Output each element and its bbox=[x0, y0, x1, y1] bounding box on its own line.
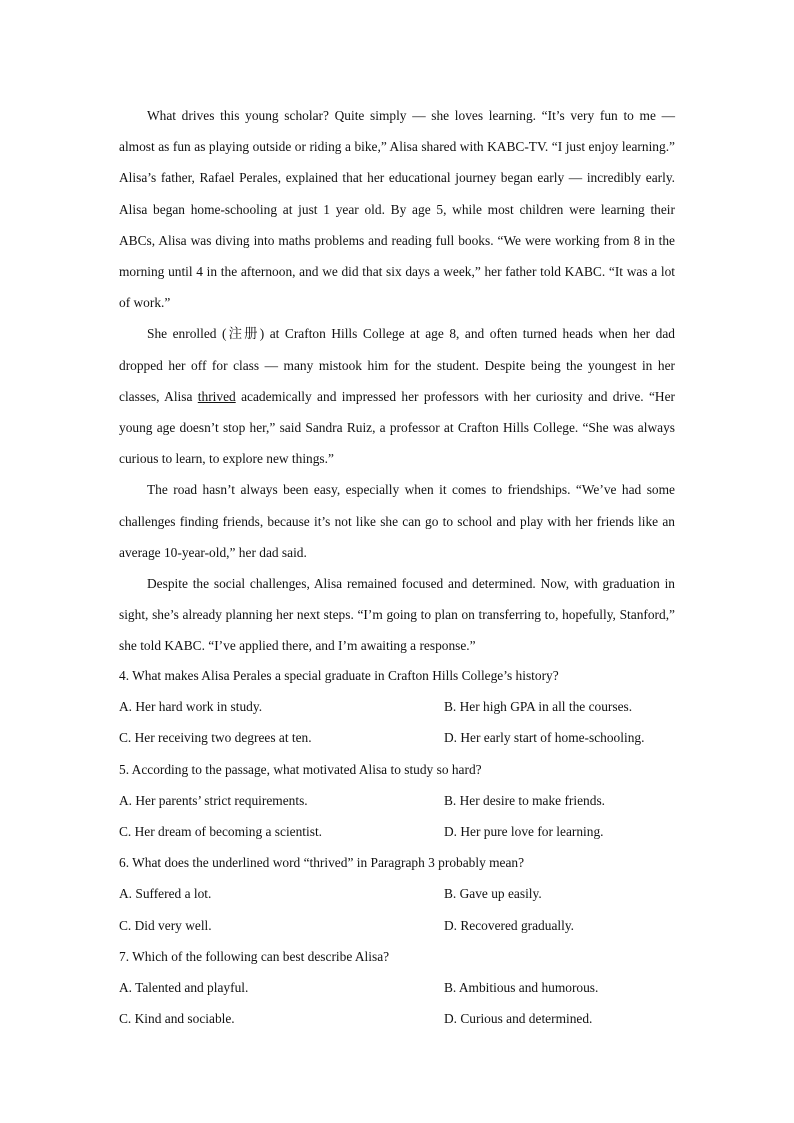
question-7 bbox=[119, 941, 675, 1035]
option-a: A. Suffered a lot. bbox=[119, 886, 212, 902]
option-c: C. Her dream of becoming a scientist. bbox=[119, 823, 323, 839]
option-c: C. Did very well. bbox=[119, 917, 212, 933]
underlined-word-thrived: thrived bbox=[197, 388, 236, 404]
option-a: A. Her parents’ strict requirements. bbox=[119, 792, 308, 808]
paragraph-2-text-start: She enrolled (注册) at Crafton Hills College at age 8, and often turned heads when her dad dropped her off for class — many mistook him for the student. Despite being the youngest in her classes, Alisa bbox=[119, 326, 675, 404]
option-b: B. Ambitious and humorous. bbox=[444, 979, 599, 995]
option-b: B. Gave up easily. bbox=[444, 886, 542, 902]
reading-passage bbox=[119, 100, 675, 662]
option-a: A. Talented and playful. bbox=[119, 979, 249, 995]
option-d: D. Recovered gradually. bbox=[444, 917, 575, 933]
option-row bbox=[119, 878, 675, 909]
questions-section bbox=[119, 660, 675, 1034]
paragraph-3: The road hasn’t always been easy, especially when it comes to friendships. “We’ve had some challenges finding friends, because it’s not like she can go to school and play with her friends like an average 10-year-old,” her dad said. bbox=[119, 482, 675, 560]
option-row bbox=[119, 785, 675, 816]
question-stem: 7. Which of the following can best describe Alisa? bbox=[119, 948, 390, 964]
option-b: B. Her high GPA in all the courses. bbox=[444, 699, 633, 715]
question-stem: 6. What does the underlined word “thrived” in Paragraph 3 probably mean? bbox=[119, 855, 525, 871]
option-row bbox=[119, 722, 675, 753]
option-a: A. Her hard work in study. bbox=[119, 699, 263, 715]
question-4 bbox=[119, 660, 675, 754]
option-row bbox=[119, 691, 675, 722]
question-stem: 5. According to the passage, what motivated Alisa to study so hard? bbox=[119, 761, 482, 777]
paragraph-4: Despite the social challenges, Alisa remained focused and determined. Now, with graduation in sight, she’s already planning her next steps. “I’m going to plan on transferring to, hopefully, Stanford,” she told KABC. “I’ve applied there, and I’m awaiting a response.” bbox=[119, 576, 675, 654]
option-row bbox=[119, 910, 675, 941]
option-d: D. Her pure love for learning. bbox=[444, 823, 604, 839]
option-b: B. Her desire to make friends. bbox=[444, 792, 606, 808]
paragraph-1: What drives this young scholar? Quite simply — she loves learning. “It’s very fun to me — almost as fun as playing outside or riding a bike,” Alisa shared with KABC-TV. “I just enjoy learning.” Alisa’s father, Rafael Perales, explained that her educational journey began early — incredibly early. Alisa began home-schooling at just 1 year old. By age 5, while most children were learning their ABCs, Alisa was diving into maths problems and reading full books. “We were working from 8 in the morning until 4 in the afternoon, and we did that six days a week,” her father told KABC. “It was a lot of work.” bbox=[119, 108, 675, 311]
question-6 bbox=[119, 847, 675, 941]
option-row bbox=[119, 972, 675, 1003]
question-stem: 4. What makes Alisa Perales a special graduate in Crafton Hills College’s history? bbox=[119, 668, 559, 683]
paragraph-2-text-end: academically and impressed her professors with her curiosity and drive. “Her young age doesn’t stop her,” said Sandra Ruiz, a professor at Crafton Hills College. “She was always curious to learn, to explore new things.” bbox=[119, 388, 675, 467]
option-c: C. Kind and sociable. bbox=[119, 1011, 235, 1027]
option-row bbox=[119, 1003, 675, 1034]
option-row bbox=[119, 816, 675, 847]
option-c: C. Her receiving two degrees at ten. bbox=[119, 730, 312, 746]
option-d: D. Curious and determined. bbox=[444, 1011, 593, 1027]
question-5 bbox=[119, 754, 675, 848]
option-d: D. Her early start of home-schooling. bbox=[444, 730, 645, 746]
paragraph-2 bbox=[119, 318, 675, 474]
